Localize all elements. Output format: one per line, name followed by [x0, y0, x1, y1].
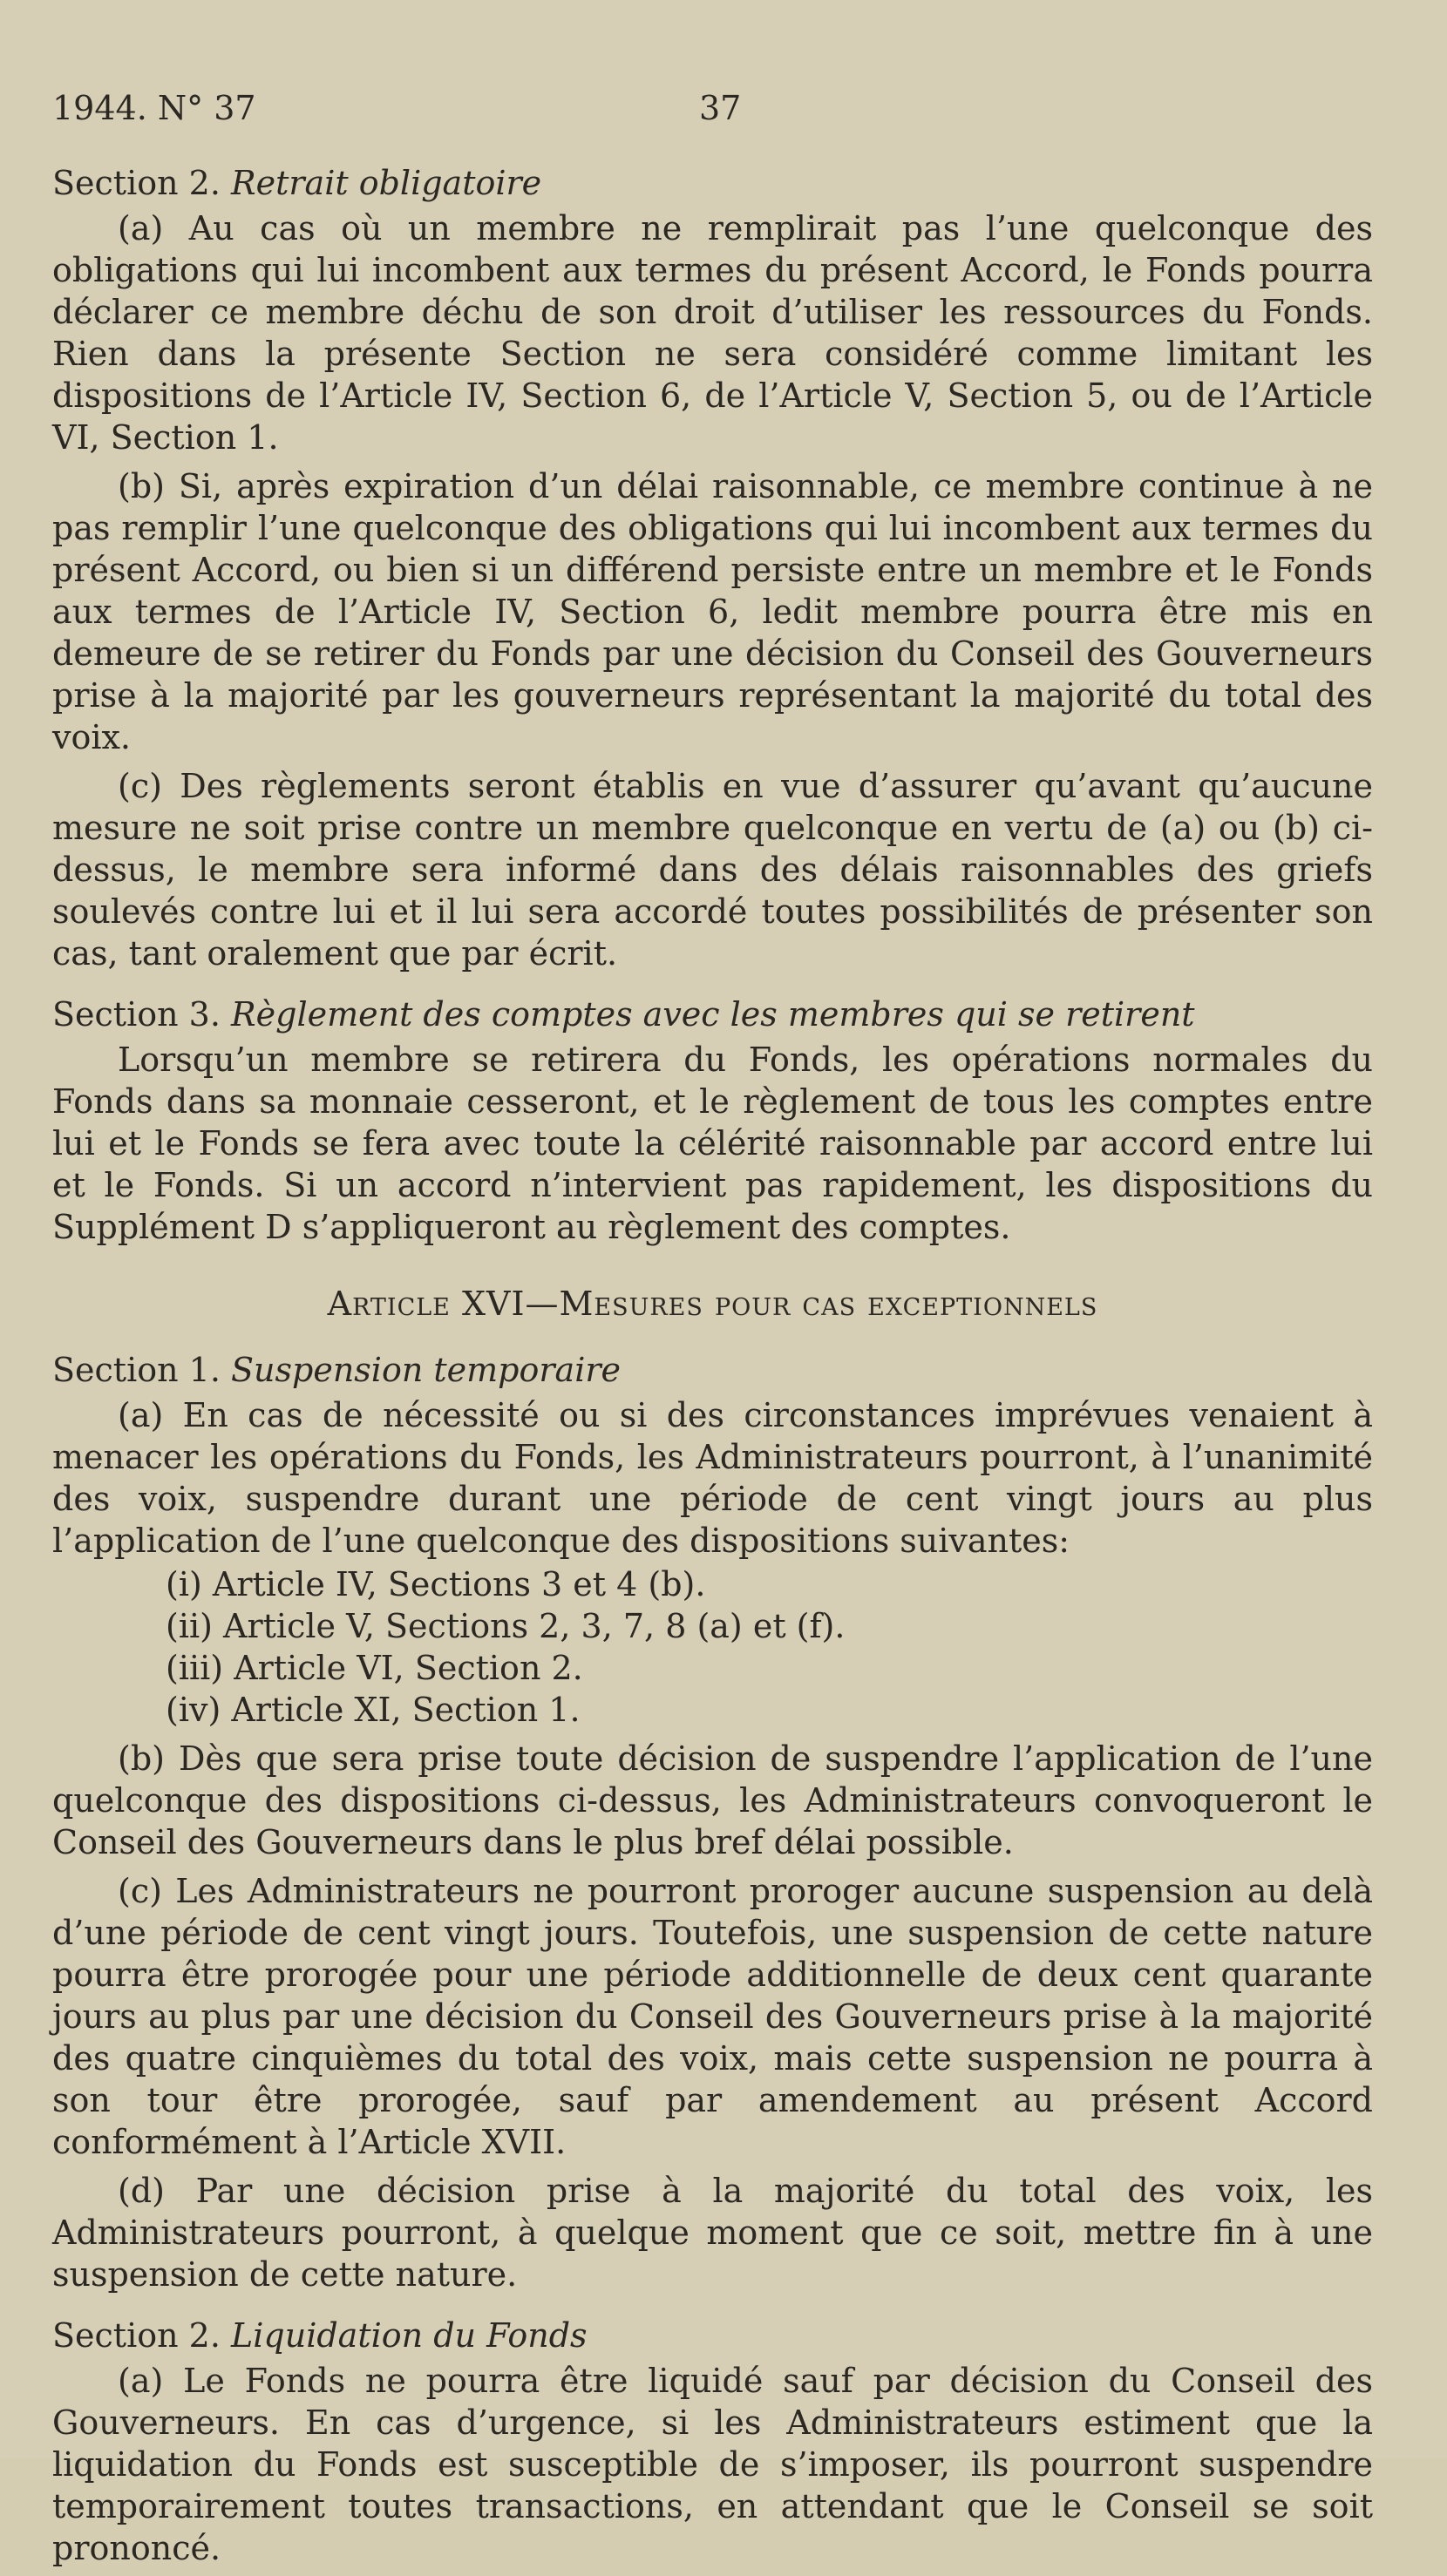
section-heading [52, 1349, 1373, 1391]
list-item: (ii) Article V, Sections 2, 3, 7, 8 (a) et (f). [166, 1607, 846, 1645]
list-item: (iii) Article VI, Section 2. [166, 1649, 583, 1687]
section-title: Règlement des comptes avec les membres qui se retirent [231, 995, 1195, 1034]
page-number: 37 [699, 89, 742, 127]
paragraph: (c) Des règlements seront établis en vue d’assurer qu’avant qu’aucune mesure ne soit prise contre un membre quelconque en vertu de (a) ou (b) ci-dessus, le membre sera informé dans des délais raisonnables des griefs soulevés contre lui et il lui sera accordé toutes possibilités de présenter son cas, tant oralement que par écrit. [52, 767, 1373, 973]
paragraph: (c) Les Administrateurs ne pourront proroger aucune suspension au delà d’une période de cent vingt jours. Toutefois, une suspension de cette nature pourra être prorogée pour une période additionnelle de deux cent quarante jours au plus par une décision du Conseil des Gouverneurs prise à la majorité des quatre cinquièmes du total des voix, mais cette suspension ne pourra à son tour être prorogée, sauf par amendement au présent Accord conformément à l’Article XVII. [52, 1872, 1373, 2161]
paragraph: (b) Dès que sera prise toute décision de suspendre l’application de l’une quelconque des dispositions ci-dessus, les Administrateurs convoqueront le Conseil des Gouverneurs dans le plus bref délai possible. [52, 1739, 1373, 1861]
section-label: Section 2. [52, 2316, 221, 2355]
section-title: Liquidation du Fonds [231, 2316, 588, 2355]
article-title: Article XVI—Mesures pour cas exceptionnels [327, 1285, 1098, 1323]
section-title: Retrait obligatoire [231, 164, 542, 202]
provision-list [52, 1563, 1373, 1731]
paragraph: (b) Si, après expiration d’un délai raisonnable, ce membre continue à ne pas remplir l’une quelconque des obligations qui lui incombent aux termes du présent Accord, ou bien si un différend persiste entre un membre et le Fonds aux termes de l’Article IV, Section 6, ledit membre pourra être mis en demeure de se retirer du Fonds par une décision du Conseil des Gouverneurs prise à la majorité par les gouverneurs représentant la majorité du total des voix. [52, 467, 1373, 756]
page-content [52, 87, 1373, 2576]
section-heading [52, 162, 1373, 204]
page-header [52, 87, 1373, 150]
list-item: (i) Article IV, Sections 3 et 4 (b). [166, 1565, 706, 1603]
section-label: Section 1. [52, 1351, 221, 1389]
section-label: Section 3. [52, 995, 221, 1034]
paragraph: Lorsqu’un membre se retirera du Fonds, les opérations normales du Fonds dans sa monnaie cesseront, et le règlement de tous les comptes entre lui et le Fonds se fera avec toute la célérité raisonnable par accord entre lui et le Fonds. Si un accord n’intervient pas rapidement, les dispositions du Supplément D s’appliqueront au règlement des comptes. [52, 1041, 1373, 1246]
paragraph: (d) Par une décision prise à la majorité du total des voix, les Administrateurs pourront, à quelque moment que ce soit, mettre fin à une suspension de cette nature. [52, 2172, 1373, 2294]
section-title: Suspension temporaire [231, 1351, 622, 1389]
paragraph: (a) Au cas où un membre ne remplirait pas l’une quelconque des obligations qui lui incombent aux termes du présent Accord, le Fonds pourra déclarer ce membre déchu de son droit d’utiliser les ressources du Fonds. Rien dans la présente Section ne sera considéré comme limitant les dispositions de l’Article IV, Section 6, de l’Article V, Section 5, ou de l’Article VI, Section 1. [52, 209, 1373, 457]
section-heading [52, 2315, 1373, 2356]
section-heading [52, 993, 1373, 1035]
section-label: Section 2. [52, 164, 221, 202]
paragraph: (a) Le Fonds ne pourra être liquidé sauf par décision du Conseil des Gouverneurs. En cas d’urgence, si les Administrateurs estiment que la liquidation du Fonds est susceptible de s’imposer, ils pourront suspendre temporairement toutes transactions, en attendant que le Conseil se soit prononcé. [52, 2362, 1373, 2567]
header-issue: 1944. N° 37 [52, 89, 256, 127]
list-item: (iv) Article XI, Section 1. [166, 1691, 581, 1729]
paragraph: (a) En cas de nécessité ou si des circonstances imprévues venaient à menacer les opérations du Fonds, les Administrateurs pourront, à l’unanimité des voix, suspendre durant une période de cent vingt jours au plus l’application de l’une quelconque des dispositions suivantes: [52, 1396, 1373, 1560]
